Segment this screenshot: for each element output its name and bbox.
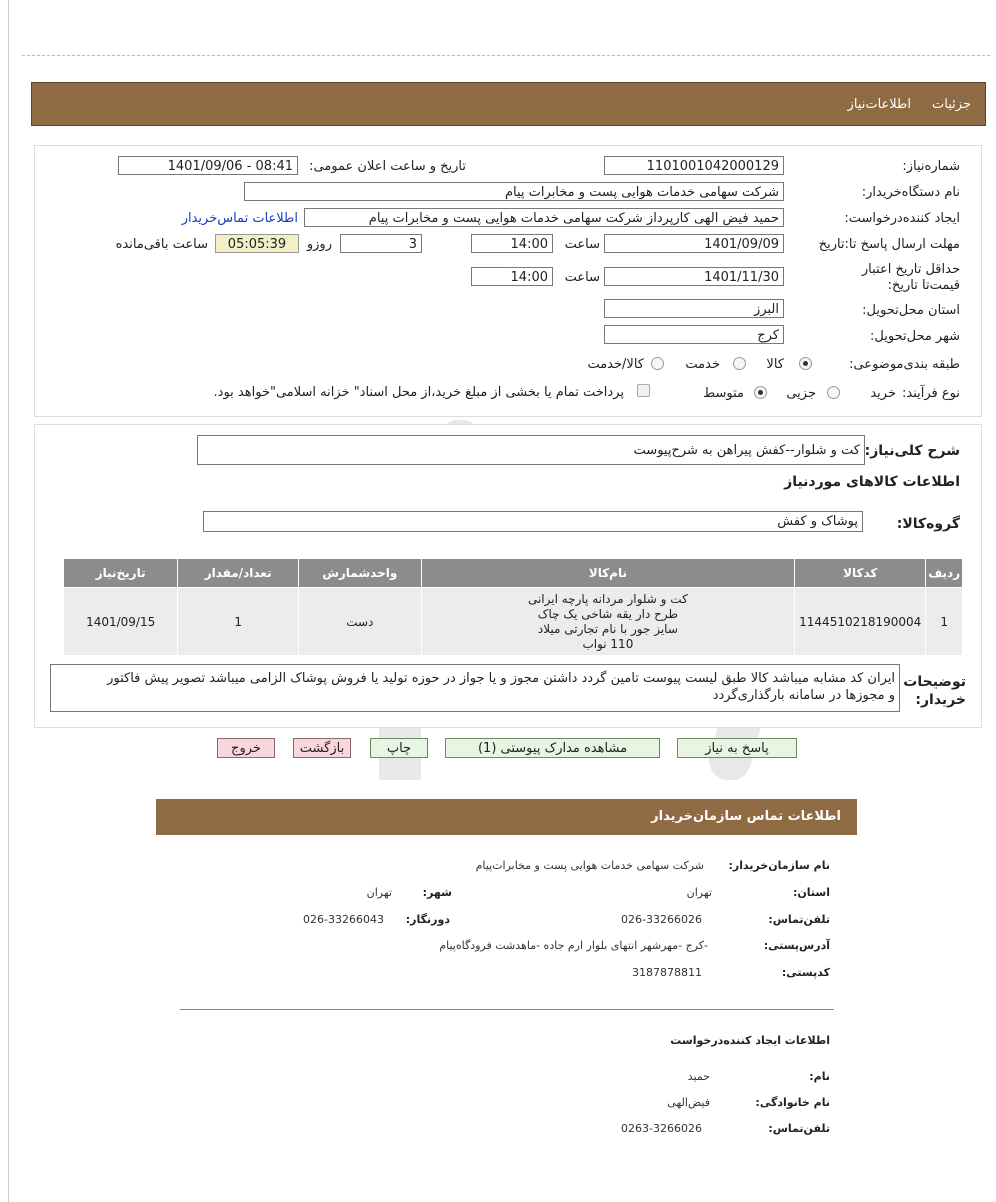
validity-label: حداقل تاریخ اعتبار قیمت‌تا تاریخ: <box>861 262 960 293</box>
need-number-field: 1101001042000129 <box>604 156 784 175</box>
contact-address-value: -کرج -مهرشهر انتهای بلوار ارم جاده -ماهدشت فرودگاه‌پیام <box>439 939 708 952</box>
top-divider <box>22 55 990 56</box>
buyer-contact-title: اطلاعات تماس سازمان‌خریدار <box>651 809 841 824</box>
contact-city-value: تهران <box>366 886 392 899</box>
creator-last-name-label: نام خانوادگی: <box>755 1096 830 1109</box>
col-need-date: تاریخ‌نیاز <box>64 559 178 588</box>
goods-name-line: سایز جور با نام تجارتی میلاد <box>537 621 678 636</box>
contact-org-value: شرکت سهامی خدمات هوایی پست و مخابرات‌پیام <box>475 859 704 872</box>
summary-label: شرح کلی‌نیاز: <box>864 443 960 459</box>
creator-phone-value: 0263-3266026 <box>621 1122 702 1135</box>
contact-phone-value: 026-33266026 <box>621 913 702 926</box>
creator-label: ایجاد کننده‌درخواست: <box>844 211 960 226</box>
category-goods-label: کالا <box>766 357 784 372</box>
process-medium-radio[interactable] <box>754 386 767 399</box>
back-button[interactable]: بازگشت <box>293 738 351 758</box>
contact-province-label: استان: <box>793 886 830 899</box>
province-field: البرز <box>604 299 784 318</box>
goods-info-title: اطلاعات کالاهای مورد‌نیاز <box>784 474 960 490</box>
buyer-contact-header <box>156 799 857 835</box>
col-goods-name: نام‌کالا <box>421 559 794 588</box>
creator-first-name-label: نام: <box>809 1070 830 1083</box>
category-service-label: خدمت <box>685 357 720 372</box>
cell-row-index: 1 <box>926 588 963 656</box>
category-both-radio[interactable] <box>651 357 664 370</box>
process-label: نوع فرآیند: <box>902 386 960 401</box>
creator-phone-label: تلفن‌تماس: <box>768 1122 830 1135</box>
cell-unit: دست <box>298 588 421 656</box>
creator-first-name-value: حمید <box>687 1070 710 1083</box>
summary-field: کت و شلوار--کفش پیراهن به شرح‌پیوست <box>197 435 865 465</box>
exit-button[interactable]: خروج <box>217 738 275 758</box>
announce-date-field: 1401/09/06 - 08:41 <box>118 156 298 175</box>
goods-group-field: پوشاک و کفش <box>203 511 863 532</box>
contact-postal-label: کد‌پستی: <box>781 966 830 979</box>
buyer-contact-link[interactable]: اطلاعات تماس‌خریدار <box>181 211 298 226</box>
contact-postal-value: 3187878811 <box>632 966 702 979</box>
validity-date-field: 1401/11/30 <box>604 267 784 286</box>
announce-label: تاریخ و ساعت اعلان عمومی: <box>309 159 466 174</box>
city-label: شهر محل‌تحویل: <box>870 329 960 344</box>
tab-need-info[interactable]: اطلاعات‌نیاز <box>847 97 911 112</box>
category-goods-radio[interactable] <box>799 357 812 370</box>
need-number-label: شماره‌نیاز: <box>902 159 960 174</box>
deadline-label: مهلت ارسال پاسخ تا:تاریخ <box>818 237 960 252</box>
days-field: 3 <box>340 234 422 253</box>
remaining-timer: 05:05:39 <box>215 234 299 253</box>
category-service-radio[interactable] <box>733 357 746 370</box>
category-label: طبقه بندی‌موضوعی: <box>849 357 960 372</box>
reply-button[interactable]: پاسخ به نیاز <box>677 738 797 758</box>
province-label: استان محل‌تحویل: <box>862 303 960 318</box>
days-label: روزو <box>306 237 332 252</box>
contact-phone-label: تلفن‌تماس: <box>768 913 830 926</box>
deadline-time-label: ساعت <box>564 237 600 252</box>
contact-divider <box>180 1009 834 1010</box>
treasury-payment-label: پرداخت تمام یا بخشی از مبلغ خرید،از محل اسناد" خزانه اسلامی"خواهد بود. <box>213 385 624 400</box>
process-minor-radio[interactable] <box>827 386 840 399</box>
table-row <box>64 588 963 656</box>
contact-fax-label: دورنگار: <box>405 913 450 926</box>
cell-goods-name <box>421 588 794 656</box>
city-field: کرج <box>604 325 784 344</box>
process-medium-label: متوسط <box>703 386 744 401</box>
validity-time-field: 14:00 <box>471 267 553 286</box>
goods-table <box>63 558 963 656</box>
creator-info-title: اطلاعات ایجاد کننده‌درخواست <box>670 1034 830 1047</box>
category-both-label: کالا/خدمت <box>587 357 644 372</box>
buyer-org-label: نام دستگاه‌خریدار: <box>861 185 960 200</box>
tab-details[interactable]: جزئیات <box>932 97 971 112</box>
remaining-label: ساعت باقی‌مانده <box>115 237 208 252</box>
print-button[interactable]: چاپ <box>370 738 428 758</box>
goods-group-label: گروه‌کالا: <box>896 516 960 532</box>
contact-org-label: نام سازمان‌خریدار: <box>728 859 830 872</box>
view-attachments-button[interactable]: مشاهده مدارک پیوستی (1) <box>445 738 660 758</box>
creator-field: حمید فیض الهی کارپرداز شرکت سهامی خدمات هوایی پست و مخابرات پیام <box>304 208 784 227</box>
goods-name-line: طرح دار یقه شاخی یک چاک <box>537 606 679 621</box>
contact-province-value: تهران <box>686 886 712 899</box>
process-minor-label: جزیی <box>786 386 816 401</box>
col-quantity: تعداد/مقدار <box>178 559 299 588</box>
col-goods-code: کدکالا <box>795 559 926 588</box>
buyer-org-field: شرکت سهامی خدمات هوایی پست و مخابرات پیام <box>244 182 784 201</box>
buyer-notes-label: توضیحات خریدار: <box>903 674 966 708</box>
col-unit: واحدشمارش <box>298 559 421 588</box>
deadline-time-field: 14:00 <box>471 234 553 253</box>
cell-quantity: 1 <box>178 588 299 656</box>
cell-need-date: 1401/09/15 <box>64 588 178 656</box>
buyer-notes-line: ایران کد مشابه میباشد کالا طبق لیست پیوست تامین گردد داشتن مجوز و یا جواز در حوزه تولید یا فروش پوشاک الزامی میباشد تصویر پیش فاکتور <box>107 671 895 686</box>
contact-city-label: شهر: <box>422 886 452 899</box>
goods-name-line: 110 نواب <box>582 636 634 651</box>
process-buy-label: خرید <box>870 386 896 401</box>
page-left-border <box>8 0 9 1202</box>
goods-name-line: کت و شلوار مردانه پارچه ایرانی <box>527 591 688 606</box>
contact-address-label: آدرس‌پستی: <box>763 939 830 952</box>
validity-time-label: ساعت <box>564 270 600 285</box>
header-tab-bar <box>31 82 986 126</box>
cell-goods-code: 1144510218190004 <box>795 588 926 656</box>
deadline-date-field: 1401/09/09 <box>604 234 784 253</box>
creator-last-name-value: فیض‌الهی <box>667 1096 710 1109</box>
buyer-notes-field <box>50 664 900 712</box>
treasury-payment-checkbox[interactable] <box>637 384 650 397</box>
buyer-notes-line: و مجوزها در سامانه بارگذاری‌گردد <box>712 688 895 703</box>
contact-fax-value: 026-33266043 <box>303 913 384 926</box>
col-row-index: ردیف <box>926 559 963 588</box>
